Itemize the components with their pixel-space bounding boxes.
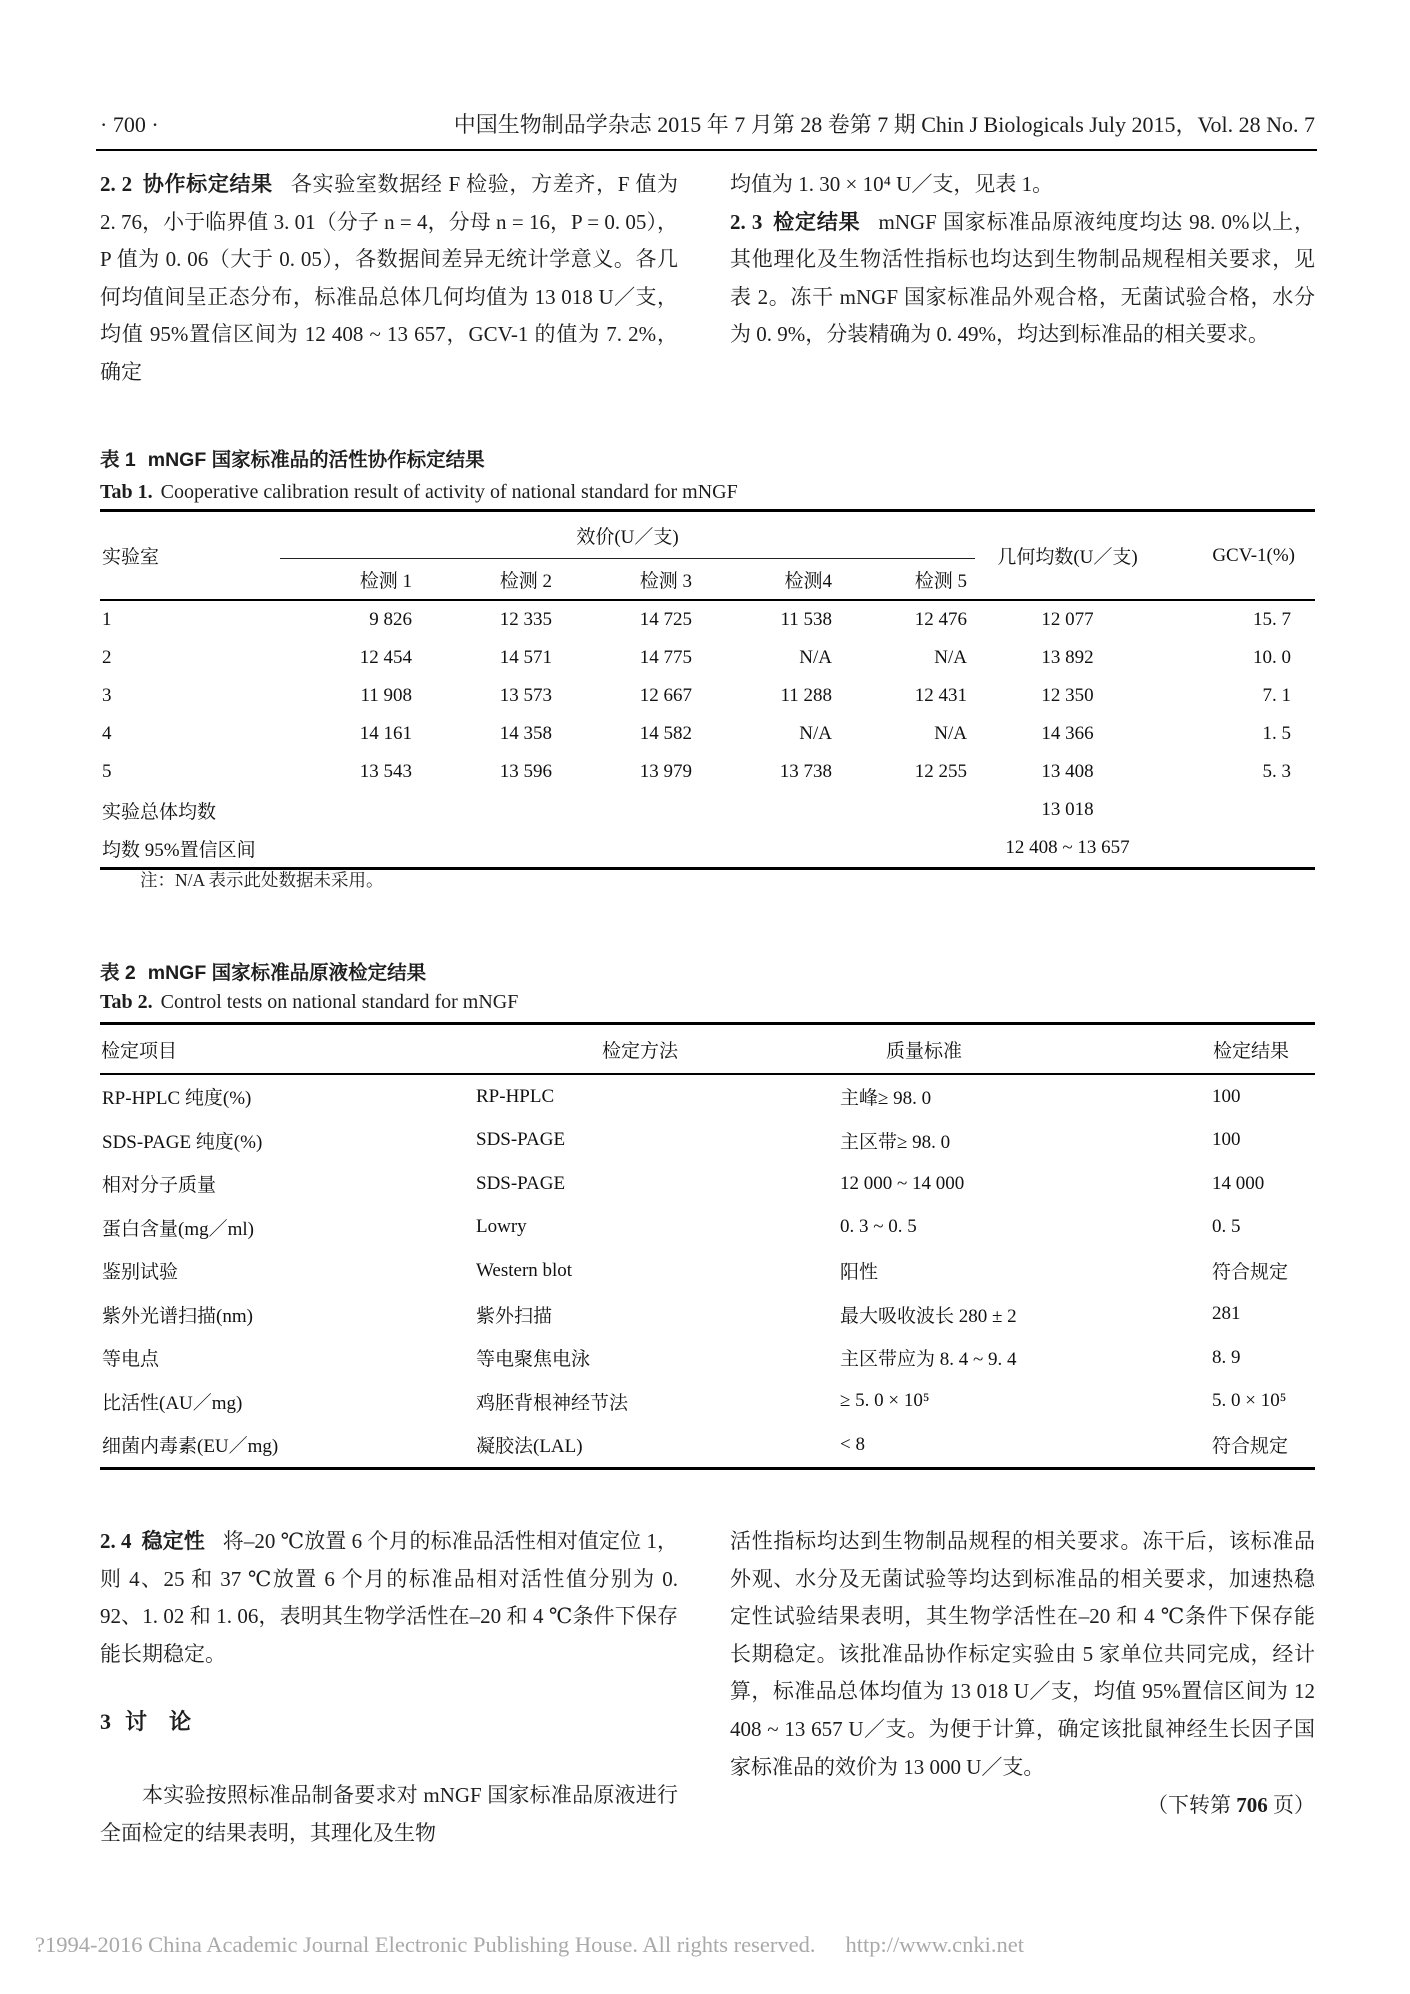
- table-cell: 13 596: [499, 761, 552, 782]
- table-cell: 比活性(AU／mg): [102, 1392, 243, 1414]
- table1-caption-zh: [100, 444, 485, 472]
- table-cell: SDS-PAGE: [476, 1172, 566, 1194]
- table-cell: 紫外扫描: [476, 1305, 553, 1327]
- table2-caption-text: mNGF 国家标准品原液检定结果: [147, 962, 427, 984]
- table-row: [100, 1249, 1315, 1293]
- table-cell: 5. 0 × 10⁵: [1212, 1390, 1287, 1412]
- table2-caption-zh: [100, 957, 426, 985]
- col-header-potency-group: 效价(U／支): [280, 511, 975, 559]
- table-cell: [700, 791, 840, 829]
- table-cell: RP-HPLC: [476, 1085, 555, 1107]
- table-cell: 鉴别试验: [102, 1262, 179, 1284]
- table-cell: 12 000 ~ 14 000: [840, 1172, 965, 1194]
- table-cell: 14 000: [1212, 1172, 1265, 1194]
- table-cell: 11 538: [780, 609, 832, 630]
- column-left-top: [100, 166, 678, 392]
- table-row: [100, 600, 1315, 639]
- table-cell: 主峰≥ 98. 0: [840, 1088, 932, 1110]
- table-cell: 14 775: [639, 647, 692, 668]
- table-cell: SDS-PAGE 纯度(%): [102, 1131, 263, 1153]
- table-cell: 100: [1212, 1129, 1241, 1151]
- table-cell: 12 408 ~ 13 657: [1005, 837, 1130, 858]
- table-row: [100, 1074, 1315, 1119]
- table-row: [100, 1162, 1315, 1206]
- table-cell: 11 288: [780, 685, 832, 706]
- continuation-suffix: 页）: [1267, 1793, 1315, 1818]
- control-tests-table: [100, 1022, 1315, 1470]
- table-cell: 4: [102, 723, 112, 744]
- table1-header: [100, 511, 1315, 601]
- footer-url: http://www.cnki.net: [845, 1932, 1024, 1957]
- table-cell: [280, 829, 420, 869]
- table2-label-en: Tab 2.: [100, 991, 153, 1013]
- table-cell: 主区带应为 8. 4 ~ 9. 4: [840, 1349, 1017, 1371]
- table-row: [100, 639, 1315, 677]
- table-cell: 13 738: [779, 761, 832, 782]
- table1-caption-en: [100, 481, 738, 504]
- page-number: · 700 ·: [100, 112, 159, 137]
- table-cell: 蛋白含量(mg／ml): [102, 1218, 254, 1240]
- table-cell: 5: [102, 761, 112, 782]
- table-cell: [280, 791, 420, 829]
- table-cell: Western blot: [476, 1259, 573, 1281]
- column-left-bottom: [100, 1523, 678, 1853]
- table-cell: 14 571: [499, 647, 552, 668]
- table-cell: N/A: [934, 723, 968, 744]
- table1-note: 注：N/A 表示此处数据未采用。: [140, 870, 384, 890]
- col-header-method: 检定方法: [602, 1040, 679, 1062]
- table-cell: [420, 829, 560, 869]
- table2-caption-en: [100, 991, 518, 1014]
- table-cell: [840, 791, 975, 829]
- table-cell: 鸡胚背根神经节法: [476, 1392, 629, 1414]
- col-header-test1: 检测 1: [359, 570, 412, 592]
- table-cell: 11 908: [360, 685, 412, 706]
- column-right-top: [730, 166, 1315, 354]
- table-cell: 7. 1: [1262, 685, 1292, 706]
- table-cell: 等电点: [102, 1349, 160, 1371]
- table-cell: 0. 5: [1212, 1216, 1241, 1238]
- table-cell: [560, 791, 700, 829]
- table-cell: 凝胶法(LAL): [476, 1436, 583, 1458]
- continuation-page-number: 706: [1236, 1793, 1268, 1818]
- col-header-standard: 质量标准: [886, 1040, 963, 1062]
- table-cell: ≥ 5. 0 × 10⁵: [840, 1390, 930, 1412]
- section-title: 讨 论: [125, 1709, 192, 1735]
- table-cell: < 8: [840, 1433, 865, 1455]
- table-cell: SDS-PAGE: [476, 1129, 566, 1151]
- paragraph-2-2-continued: 均值为 1. 30 × 10⁴ U／支，见表 1。: [730, 172, 1054, 196]
- table-cell: 12 077: [1041, 609, 1094, 630]
- table-cell: [420, 791, 560, 829]
- paragraph-2-2: [100, 166, 678, 392]
- section-body: 将–20 ℃放置 6 个月的标准品活性相对值定位 1，则 4、25 和 37 ℃放置 6 个月的标准品相对活性值分别为 0. 92、1. 02 和 1. 06，表明其生物学活性在–20 和 4 ℃条件下保存能长期稳定。: [100, 1529, 679, 1666]
- table2-header: [100, 1024, 1315, 1075]
- table-cell: 9 826: [369, 609, 412, 630]
- section-number: 2. 2: [100, 172, 133, 196]
- table-cell: 主区带≥ 98. 0: [840, 1131, 951, 1153]
- col-header-result: 检定结果: [1213, 1040, 1290, 1062]
- table-cell: 14 582: [639, 723, 692, 744]
- table-cell: 符合规定: [1212, 1262, 1289, 1284]
- col-header-item: 检定项目: [101, 1040, 178, 1062]
- table-cell: N/A: [799, 723, 832, 744]
- table1-label: 表 1: [100, 449, 136, 471]
- table-cell: 12 476: [914, 609, 968, 630]
- section-number: 2. 4: [100, 1529, 132, 1553]
- table-cell: [560, 829, 700, 869]
- table-cell: 2: [102, 647, 112, 668]
- table-row: [100, 829, 1315, 869]
- continued-on-page-note: [730, 1786, 1315, 1824]
- col-header-test4: 检测4: [784, 570, 832, 592]
- column-right-bottom: [730, 1523, 1315, 1824]
- continuation-prefix: （下转第: [1147, 1793, 1237, 1818]
- table-cell: N/A: [799, 647, 832, 668]
- table-cell: [1160, 791, 1315, 829]
- table-cell: 13 018: [1041, 799, 1094, 820]
- table-cell: 10. 0: [1253, 647, 1292, 668]
- table-cell: [840, 829, 975, 869]
- table-cell: Lowry: [476, 1216, 527, 1238]
- table1-label-en: Tab 1.: [100, 481, 153, 503]
- paragraph-discussion-continued: 活性指标均达到生物制品规程的相关要求。冻干后，该标准品外观、水分及无菌试验等均达到标准品的相关要求，加速热稳定性试验结果表明，其生物学活性在–20 和 4 ℃条件下保存能长期稳定。该批准品协作标定实验由 5 家单位共同完成，经计算，标准品总体均值为 13 018 U／支，均值 95%置信区间为 12 408 ~ 13 657 U／支。为便于计算，确定该批鼠神经生长因子国家标准品的效价为 13 000 U／支。: [730, 1529, 1315, 1779]
- table-cell: 等电聚焦电泳: [476, 1349, 591, 1371]
- page-header: [100, 112, 1315, 138]
- journal-info: 中国生物制品学杂志 2015 年 7 月第 28 卷第 7 期 Chin J Biologicals July 2015，Vol. 28 No. 7: [453, 112, 1315, 137]
- section-title: 协作标定结果: [142, 172, 273, 196]
- table-cell: RP-HPLC 纯度(%): [102, 1088, 252, 1110]
- table-cell: 13 573: [499, 685, 552, 706]
- table-cell: 相对分子质量: [102, 1175, 217, 1197]
- table-cell: 12 255: [914, 761, 968, 782]
- table-row: [100, 791, 1315, 829]
- col-header-geomean: 几何均数(U／支): [997, 547, 1138, 568]
- table2-label: 表 2: [100, 962, 136, 984]
- table-cell: 12 431: [914, 685, 968, 706]
- table-cell: 均数 95%置信区间: [102, 839, 256, 861]
- discussion-heading: [100, 1703, 678, 1741]
- table-cell: 15. 7: [1253, 609, 1292, 630]
- table-cell: 8. 9: [1212, 1346, 1241, 1368]
- table-row: [100, 1423, 1315, 1468]
- section-number: 3: [100, 1709, 111, 1735]
- table-cell: 3: [102, 685, 112, 706]
- table-cell: 281: [1212, 1303, 1241, 1325]
- paragraph-discussion: 本实验按照标准品制备要求对 mNGF 国家标准品原液进行全面检定的结果表明，其理化及生物: [100, 1783, 678, 1845]
- table-cell: 100: [1212, 1085, 1241, 1107]
- section-number: 2. 3: [730, 209, 763, 234]
- table-cell: 13 408: [1041, 761, 1094, 782]
- table-row: [100, 753, 1315, 791]
- table-cell: N/A: [934, 647, 968, 668]
- paragraph-2-3: [730, 204, 1315, 354]
- section-body: mNGF 国家标准品原液纯度均达 98. 0%以上，其他理化及生物活性指标也均达到生物制品规程相关要求，见表 2。冻干 mNGF 国家标准品外观合格，无菌试验合格，水分为 0. 9%，分装精确为 0. 49%，均达到标准品的相关要求。: [730, 209, 1316, 347]
- header-rule: [96, 149, 1317, 151]
- table-cell: 紫外光谱扫描(nm): [102, 1305, 253, 1327]
- table-cell: 细菌内毒素(EU／mg): [102, 1436, 279, 1458]
- table-cell: [1160, 829, 1315, 869]
- table-cell: 1. 5: [1262, 723, 1292, 744]
- table-cell: [700, 829, 840, 869]
- table1-caption-text: mNGF 国家标准品的活性协作标定结果: [147, 449, 485, 471]
- table2-caption-en-text: Control tests on national standard for mNGF: [160, 991, 519, 1013]
- table-row: [100, 1293, 1315, 1337]
- table-cell: 1: [102, 609, 112, 630]
- table-cell: 13 979: [639, 761, 692, 782]
- col-header-test5: 检测 5: [914, 570, 968, 592]
- table-row: [100, 715, 1315, 753]
- table-cell: 14 358: [499, 723, 552, 744]
- col-header-lab: 实验室: [102, 547, 160, 568]
- table-row: [100, 1380, 1315, 1424]
- table-row: [100, 677, 1315, 715]
- table-cell: 最大吸收波长 280 ± 2: [840, 1305, 1017, 1327]
- paragraph-2-4: [100, 1523, 678, 1673]
- table-cell: 14 366: [1041, 723, 1094, 744]
- table-row: [100, 1206, 1315, 1250]
- table-cell: 12 454: [359, 647, 412, 668]
- col-header-test2: 检测 2: [499, 570, 552, 592]
- table-cell: 符合规定: [1212, 1436, 1289, 1458]
- table-cell: 12 350: [1041, 685, 1094, 706]
- table-cell: 13 543: [359, 761, 412, 782]
- table-cell: 5. 3: [1262, 761, 1292, 782]
- page-footer: [35, 1932, 1380, 1958]
- table-cell: 12 667: [639, 685, 692, 706]
- table2: [100, 1022, 1315, 1470]
- col-header-gcv: GCV-1(%): [1212, 544, 1296, 566]
- table-cell: 实验总体均数: [102, 801, 217, 823]
- table-row: [100, 1119, 1315, 1163]
- table-cell: 12 335: [499, 609, 552, 630]
- section-title: 稳定性: [141, 1529, 205, 1553]
- table-cell: 0. 3 ~ 0. 5: [840, 1216, 917, 1238]
- table2-body: [100, 1074, 1315, 1468]
- table1: [100, 509, 1315, 870]
- table1-caption-en-text: Cooperative calibration result of activity of national standard for mNGF: [160, 481, 738, 503]
- table-cell: 13 892: [1041, 647, 1094, 668]
- section-body: 各实验室数据经 F 检验，方差齐，F 值为 2. 76，小于临界值 3. 01（分子 n = 4，分母 n = 16，P = 0. 05），P 值为 0. 06（大于 0. 05），各数据间差异无统计学意义。各几何均值间呈正态分布，标准品总体几何均值为 13 018 U／支，均值 95%置信区间为 12 408 ~ 13 657，GCV-1 的值为 7. 2%，确定: [100, 172, 679, 384]
- table-cell: 14 161: [359, 723, 412, 744]
- table-row: [100, 1336, 1315, 1380]
- col-header-test3: 检测 3: [639, 570, 692, 592]
- table-cell: 14 725: [639, 609, 692, 630]
- section-title: 检定结果: [772, 209, 861, 234]
- table1-body: [100, 600, 1315, 869]
- copyright-text: ?1994-2016 China Academic Journal Electronic Publishing House. All rights reserved.: [35, 1932, 816, 1957]
- calibration-table: [100, 509, 1315, 870]
- table-cell: 阳性: [840, 1262, 879, 1284]
